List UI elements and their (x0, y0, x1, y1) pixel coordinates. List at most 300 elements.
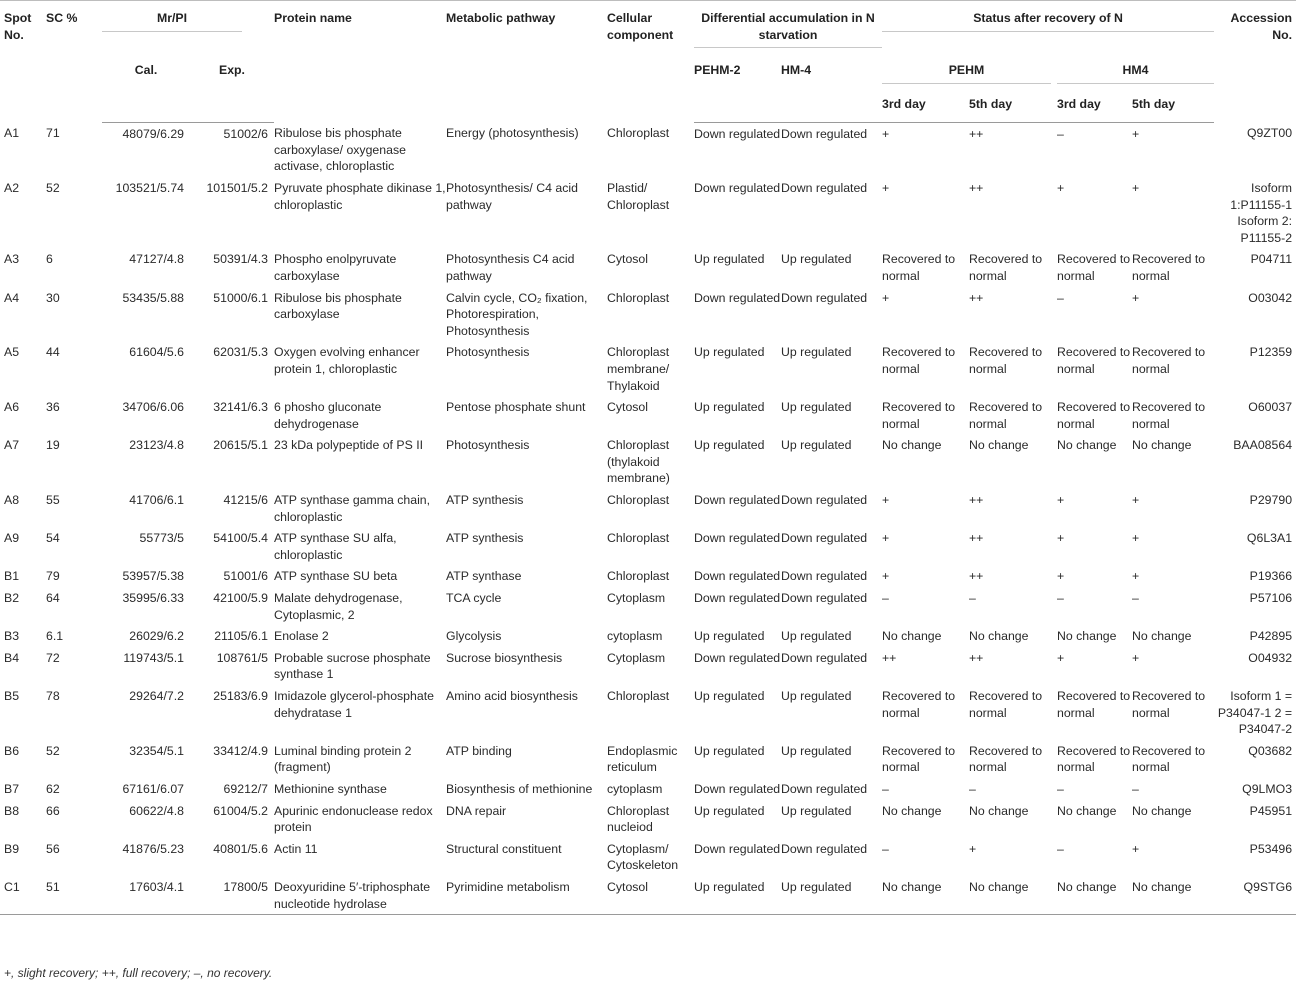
protein-name-cell: Pyruvate phosphate dikinase 1, chloroplastic (274, 180, 446, 212)
mr-cal-cell: 67161/6.07 (122, 781, 184, 796)
mr-cal-cell: 41706/6.1 (129, 493, 184, 508)
pehm-3rd-cell: – (882, 781, 889, 796)
pehm-3rd-cell: + (882, 493, 890, 508)
hm4-cell: Down regulated (781, 493, 868, 508)
spot-cell: B6 (4, 743, 20, 758)
pehm-3rd-cell: + (882, 290, 890, 305)
mr-cal-cell: 48079/6.29 (122, 126, 184, 141)
pehm2-cell: Down regulated (694, 569, 781, 584)
table-row (0, 248, 1296, 286)
protein-name-cell: Apurinic endonuclease redox protein (274, 803, 433, 835)
component-cell: Cytosol (607, 400, 649, 415)
table-row (0, 685, 1296, 740)
protein-name-cell: Phospho enolpyruvate carboxylase (274, 252, 397, 283)
sc-cell: 79 (46, 569, 60, 584)
protein-name-cell: Actin 11 (274, 841, 318, 856)
table-body (0, 122, 1296, 914)
pehm-5th-cell: No change (969, 438, 1029, 453)
pehm-3rd-cell: – (882, 591, 889, 606)
accession-cell: Q6L3A1 (1246, 531, 1293, 546)
mr-cal-cell: 17603/4.1 (102, 876, 190, 915)
pehm2-cell: Down regulated (694, 290, 781, 305)
hm4-cell: Up regulated (781, 400, 852, 415)
spot-cell: A2 (4, 180, 20, 195)
spot-cell: A4 (4, 290, 20, 305)
hm4-5th-cell: Recovered to normal (1132, 743, 1206, 775)
mr-exp-cell: 32141/6.3 (213, 400, 268, 415)
table-row (0, 876, 1296, 915)
protein-name-cell: 6 phosho gluconate dehydrogenase (274, 400, 382, 431)
pehm-3rd-cell: + (882, 569, 890, 584)
pathway-cell: Energy (photosynthesis) (446, 126, 579, 141)
pathway-cell: DNA repair (446, 803, 507, 818)
pehm2-cell: Up regulated (694, 629, 765, 644)
table-row (0, 565, 1296, 587)
component-cell: Cytosol (607, 252, 649, 267)
sc-cell: 51 (46, 876, 102, 915)
pehm-5th-cell: Recovered to normal (969, 252, 1043, 283)
header-hm4: HM-4 (781, 63, 812, 78)
sc-cell: 55 (46, 493, 60, 508)
pehm-3rd-cell: – (882, 841, 889, 856)
mr-cal-cell: 26029/6.2 (129, 629, 184, 644)
header-cal: Cal. (134, 63, 158, 78)
accession-cell: O04932 (1248, 650, 1293, 665)
mr-exp-cell: 20615/5.1 (213, 438, 268, 453)
pathway-cell: TCA cycle (446, 591, 502, 606)
hm4-3rd-cell: – (1057, 126, 1064, 141)
header-status (882, 1, 1214, 49)
pehm2-cell: Down regulated (694, 531, 781, 546)
accession-cell: Isoform 1 = P34047-1 2 = P34047-2 (1217, 689, 1293, 737)
pehm-3rd-cell: Recovered to normal (882, 689, 956, 720)
protein-name-cell: 23 kDa polypeptide of PS II (274, 438, 424, 453)
mr-exp-cell: 25183/6.9 (213, 689, 268, 703)
pehm-5th-cell: ++ (969, 493, 984, 508)
spot-cell: A8 (4, 493, 20, 508)
pehm-5th-cell: ++ (969, 290, 984, 305)
hm4-cell: Down regulated (781, 591, 868, 606)
spot-cell: A6 (4, 400, 20, 415)
pehm-5th-cell: Recovered to normal (969, 689, 1043, 720)
pathway-cell: ATP binding (446, 743, 512, 758)
hm4-cell: Down regulated (781, 180, 868, 195)
pathway-cell: Photosynthesis/ C4 acid pathway (446, 180, 578, 212)
pehm2-cell: Down regulated (694, 841, 781, 856)
hm4-cell: Up regulated (781, 252, 852, 267)
header-status-label: Status after recovery of N (882, 10, 1214, 32)
table-row (0, 177, 1296, 248)
spot-cell: A5 (4, 345, 20, 360)
hm4-3rd-cell: – (1057, 290, 1064, 305)
mr-exp-cell: 42100/5.9 (213, 591, 268, 606)
table-row (0, 587, 1296, 625)
protein-name-cell: Luminal binding protein 2 (fragment) (274, 743, 412, 775)
hm4-5th-cell: + (1132, 569, 1140, 584)
pehm-3rd-cell: + (882, 180, 890, 195)
spot-cell: C1 (0, 876, 46, 915)
hm4-cell: Up regulated (781, 345, 852, 360)
pehm-5th-cell: Recovered to normal (969, 743, 1043, 775)
hm4-3rd-cell: + (1057, 531, 1065, 546)
accession-cell: O60037 (1248, 400, 1293, 415)
pehm-5th-cell: ++ (969, 650, 984, 665)
sc-cell: 62 (46, 781, 60, 796)
pehm2-cell: Down regulated (694, 650, 781, 665)
table-row (0, 396, 1296, 434)
sc-cell: 66 (46, 803, 60, 818)
spot-cell: A7 (4, 438, 20, 453)
pathway-cell: Sucrose biosynthesis (446, 650, 563, 665)
protein-name-cell: Methionine synthase (274, 781, 387, 796)
accession-cell: Isoform 1:P11155-1 Isoform 2: P11155-2 (1230, 180, 1293, 245)
accession-cell: P42895 (1249, 629, 1293, 644)
hm4-5th-cell: + (1132, 126, 1140, 141)
mr-cal-cell: 103521/5.74 (115, 180, 184, 195)
pehm-5th-cell: Recovered to normal (969, 345, 1043, 376)
mr-exp-cell: 54100/5.4 (213, 531, 268, 546)
hm4-3rd-cell: Recovered to normal (1057, 743, 1131, 775)
accession-cell: O03042 (1248, 290, 1293, 305)
pehm2-cell: Up regulated (694, 803, 765, 818)
mr-cal-cell: 41876/5.23 (122, 841, 184, 856)
pehm-3rd-cell: No change (882, 803, 942, 818)
hm4-3rd-cell: + (1057, 493, 1065, 508)
hm4-cell: Down regulated (781, 290, 868, 305)
mr-cal-cell: 29264/7.2 (129, 689, 184, 703)
hm4-3rd-cell: + (1057, 650, 1065, 665)
hm4-5th-cell: – (1132, 591, 1139, 606)
accession-cell: Q9STG6 (1214, 876, 1296, 915)
sc-cell: 64 (46, 591, 60, 606)
header-hm4-5th: 5th day (1132, 90, 1214, 122)
table-row (0, 341, 1296, 396)
table-row (0, 647, 1296, 685)
mr-cal-cell: 35995/6.33 (122, 591, 184, 606)
protein-name-cell: Probable sucrose phosphate synthase 1 (274, 650, 431, 682)
accession-cell: Q9LMO3 (1242, 781, 1293, 796)
mr-exp-cell: 101501/5.2 (206, 180, 268, 195)
mr-exp-cell: 51002/6 (223, 126, 268, 141)
hm4-5th-cell: + (1132, 493, 1140, 508)
spot-cell: A1 (4, 126, 20, 141)
mr-cal-cell: 61604/5.6 (129, 345, 184, 360)
sc-cell: 78 (46, 689, 60, 703)
accession-cell: Q9ZT00 (1246, 126, 1293, 141)
pehm-5th-cell: Recovered to normal (969, 400, 1043, 431)
accession-cell: P53496 (1249, 841, 1293, 856)
hm4-3rd-cell: + (1057, 569, 1065, 584)
protein-name-cell: Deoxyuridine 5′-triphosphate nucleotide hydrolase (274, 876, 446, 915)
accession-cell: P29790 (1249, 493, 1293, 508)
mr-exp-cell: 108761/5 (216, 650, 268, 665)
protein-name-cell: Ribulose bis phosphate carboxylase (274, 290, 402, 322)
hm4-3rd-cell: No change (1057, 438, 1117, 453)
table-row (0, 527, 1296, 565)
hm4-5th-cell: + (1132, 290, 1140, 305)
sc-cell: 19 (46, 438, 60, 453)
component-cell: Chloroplast (607, 689, 670, 703)
hm4-3rd-cell: Recovered to normal (1057, 689, 1131, 720)
table-row (0, 434, 1296, 489)
spot-cell: B1 (4, 569, 20, 584)
mr-cal-cell: 53957/5.38 (122, 569, 184, 584)
component-cell: Chloroplast (607, 569, 670, 584)
component-cell: Plastid/ Chloroplast (607, 180, 670, 212)
spot-cell: A9 (4, 531, 20, 546)
header-pehm-5th: 5th day (969, 90, 1057, 122)
component-cell: Chloroplast (607, 290, 670, 305)
protein-name-cell: ATP synthase SU beta (274, 569, 398, 584)
pehm2-cell: Down regulated (694, 126, 781, 141)
mr-cal-cell: 32354/5.1 (129, 743, 184, 758)
mr-cal-cell: 119743/5.1 (123, 650, 184, 665)
hm4-cell: Down regulated (781, 126, 868, 141)
pehm-3rd-cell: + (882, 126, 890, 141)
pehm-5th-cell: No change (969, 629, 1029, 644)
component-cell: cytoplasm (607, 781, 663, 796)
sc-cell: 36 (46, 400, 60, 415)
hm4-3rd-cell: No change (1057, 876, 1132, 915)
table-row (0, 625, 1296, 647)
accession-cell: P45951 (1249, 803, 1293, 818)
pehm2-cell: Up regulated (694, 400, 765, 415)
header-pehm (882, 48, 1057, 90)
component-cell: Cytoplasm (607, 650, 666, 665)
pehm-3rd-cell: Recovered to normal (882, 252, 956, 283)
hm4-5th-cell: + (1132, 650, 1140, 665)
header-accession: Accession No. (1214, 1, 1296, 123)
hm4-5th-cell: + (1132, 841, 1140, 856)
hm4-cell: Up regulated (781, 743, 852, 758)
hm4-5th-cell: Recovered to normal (1132, 252, 1206, 283)
pehm-3rd-cell: No change (882, 876, 969, 915)
hm4-cell: Up regulated (781, 876, 882, 915)
pathway-cell: Photosynthesis (446, 438, 530, 453)
hm4-cell: Up regulated (781, 438, 852, 453)
header-sc: SC % (46, 1, 102, 123)
pehm-3rd-cell: No change (882, 629, 942, 644)
mr-exp-cell: 17800/5 (190, 876, 274, 915)
sc-cell: 52 (46, 180, 60, 195)
component-cell: Endoplasmic reticulum (607, 743, 678, 775)
mr-exp-cell: 40801/5.6 (213, 841, 268, 856)
pathway-cell: ATP synthase (446, 569, 522, 584)
pehm2-cell: Down regulated (694, 781, 781, 796)
pehm-3rd-cell: No change (882, 438, 942, 453)
pathway-cell: Amino acid biosynthesis (446, 689, 578, 703)
hm4-3rd-cell: No change (1057, 629, 1117, 644)
header-diff-label: Differential accumulation in N starvation (694, 10, 882, 48)
table-header (0, 1, 1296, 123)
pathway-cell: Biosynthesis of methionine (446, 781, 593, 796)
mr-exp-cell: 33412/4.9 (213, 743, 268, 758)
protein-name-cell: Ribulose bis phosphate carboxylase/ oxygenase activase, chloroplastic (274, 126, 406, 174)
header-diff (694, 1, 882, 49)
pathway-cell: Photosynthesis C4 acid pathway (446, 252, 575, 283)
pehm-5th-cell: + (969, 841, 977, 856)
hm4-cell: Down regulated (781, 650, 868, 665)
pehm-3rd-cell: Recovered to normal (882, 345, 956, 376)
pehm2-cell: Up regulated (694, 252, 765, 267)
pathway-cell: Photosynthesis (446, 345, 530, 360)
sc-cell: 72 (46, 650, 60, 665)
mr-exp-cell: 61004/5.2 (213, 803, 268, 818)
pehm-3rd-cell: Recovered to normal (882, 400, 956, 431)
hm4-3rd-cell: No change (1057, 803, 1117, 818)
hm4-5th-cell: No change (1132, 803, 1192, 818)
pehm2-cell: Down regulated (694, 591, 781, 606)
component-cell: Chloroplast (607, 126, 670, 141)
table-row (0, 838, 1296, 876)
pehm2-cell: Up regulated (694, 345, 765, 360)
component-cell: Cytoplasm/ Cytoskeleton (607, 841, 679, 873)
hm4-3rd-cell: – (1057, 591, 1064, 606)
pehm-5th-cell: No change (969, 803, 1029, 818)
spot-cell: B2 (4, 591, 20, 606)
mr-exp-cell: 50391/4.3 (213, 252, 268, 267)
accession-cell: P12359 (1249, 345, 1293, 360)
hm4-5th-cell: Recovered to normal (1132, 400, 1206, 431)
pathway-cell: ATP synthesis (446, 531, 524, 546)
mr-exp-cell: 62031/5.3 (213, 345, 268, 360)
spot-cell: B5 (4, 689, 20, 703)
accession-cell: P57106 (1249, 591, 1293, 606)
pehm-5th-cell: ++ (969, 180, 984, 195)
accession-cell: P19366 (1249, 569, 1293, 584)
header-mrpi (102, 1, 274, 49)
spot-cell: B4 (4, 650, 20, 665)
hm4-3rd-cell: Recovered to normal (1057, 345, 1131, 376)
component-cell: Chloroplast (607, 493, 670, 508)
protein-name-cell: ATP synthase SU alfa, chloroplastic (274, 531, 397, 562)
header-pehm-label: PEHM (882, 62, 1051, 84)
hm4-cell: Down regulated (781, 531, 868, 546)
pehm2-cell: Down regulated (694, 180, 781, 195)
hm4-cell: Up regulated (781, 689, 852, 703)
sc-cell: 52 (46, 743, 60, 758)
spot-cell: B9 (4, 841, 20, 856)
pehm2-cell: Down regulated (694, 493, 781, 508)
table-footnote: +, slight recovery; ++, full recovery; –, no recovery. (4, 966, 273, 980)
component-cell: Cytoplasm (607, 591, 666, 606)
pathway-cell: ATP synthesis (446, 493, 524, 508)
spot-cell: A3 (4, 252, 20, 267)
sc-cell: 30 (46, 290, 60, 305)
sc-cell: 56 (46, 841, 60, 856)
pehm2-cell: Up regulated (694, 876, 781, 915)
sc-cell: 6.1 (46, 629, 64, 644)
accession-cell: P04711 (1250, 252, 1293, 267)
header-exp: Exp. (219, 63, 245, 78)
pathway-cell: Glycolysis (446, 629, 502, 644)
mr-cal-cell: 23123/4.8 (129, 438, 184, 453)
mr-exp-cell: 69212/7 (223, 781, 268, 796)
pehm-5th-cell: ++ (969, 126, 984, 141)
table-row (0, 122, 1296, 177)
pehm-3rd-cell: + (882, 531, 890, 546)
hm4-3rd-cell: Recovered to normal (1057, 252, 1131, 283)
sc-cell: 6 (46, 252, 53, 267)
pathway-cell: Pentose phosphate shunt (446, 400, 586, 415)
sc-cell: 71 (46, 126, 60, 141)
pehm-3rd-cell: Recovered to normal (882, 743, 956, 775)
hm4-5th-cell: No change (1132, 876, 1214, 915)
hm4-5th-cell: Recovered to normal (1132, 689, 1206, 720)
pehm-5th-cell: – (969, 781, 976, 796)
table-row (0, 778, 1296, 800)
component-cell: Chloroplast membrane/ Thylakoid (607, 345, 670, 393)
spot-cell: B8 (4, 803, 20, 818)
mr-cal-cell: 55773/5 (139, 531, 184, 546)
protein-name-cell: Enolase 2 (274, 629, 329, 644)
sc-cell: 44 (46, 345, 60, 360)
pathway-cell: Pyrimidine metabolism (446, 876, 607, 915)
hm4-3rd-cell: Recovered to normal (1057, 400, 1131, 431)
hm4-3rd-cell: – (1057, 841, 1064, 856)
mr-cal-cell: 47127/4.8 (129, 252, 184, 267)
protein-name-cell: Malate dehydrogenase, Cytoplasmic, 2 (274, 591, 403, 622)
table-row (0, 800, 1296, 838)
component-cell: Cytosol (607, 876, 694, 915)
spot-cell: B7 (4, 781, 20, 796)
spot-cell: B3 (4, 629, 20, 644)
pehm-5th-cell: ++ (969, 569, 984, 584)
pehm2-cell: Up regulated (694, 743, 765, 758)
component-cell: cytoplasm (607, 629, 663, 644)
pehm2-cell: Up regulated (694, 689, 765, 703)
hm4-3rd-cell: + (1057, 180, 1065, 195)
protein-name-cell: ATP synthase gamma chain, chloroplastic (274, 493, 431, 524)
mr-exp-cell: 51000/6.1 (213, 290, 268, 305)
protein-name-cell: Imidazole glycerol-phosphate dehydratase 1 (274, 689, 434, 720)
hm4-5th-cell: Recovered to normal (1132, 345, 1206, 376)
table-row (0, 489, 1296, 527)
header-spot: Spot No. (0, 1, 46, 123)
mr-exp-cell: 41215/6 (223, 493, 268, 508)
header-hm4b (1057, 48, 1214, 90)
protein-name-cell: Oxygen evolving enhancer protein 1, chloroplastic (274, 345, 420, 376)
mr-exp-cell: 21105/6.1 (214, 629, 268, 644)
hm4-5th-cell: + (1132, 531, 1140, 546)
hm4-cell: Down regulated (781, 781, 868, 796)
mr-cal-cell: 60622/4.8 (129, 803, 184, 818)
hm4-cell: Up regulated (781, 803, 852, 818)
hm4-cell: Down regulated (781, 569, 868, 584)
mr-exp-cell: 51001/6 (223, 569, 268, 584)
pehm-5th-cell: – (969, 591, 976, 606)
hm4-cell: Up regulated (781, 629, 852, 644)
accession-cell: Q03682 (1248, 743, 1293, 758)
table-row (0, 287, 1296, 342)
hm4-5th-cell: No change (1132, 438, 1192, 453)
hm4-5th-cell: No change (1132, 629, 1192, 644)
component-cell: Chloroplast nucleiod (607, 803, 670, 835)
sc-cell: 54 (46, 531, 60, 546)
header-pehm-3rd: 3rd day (882, 90, 969, 122)
header-component: Cellular component (607, 1, 694, 123)
pehm-3rd-cell: ++ (882, 650, 897, 665)
header-pehm2: PEHM-2 (694, 63, 741, 78)
header-hm4b-label: HM4 (1057, 62, 1214, 84)
pathway-cell: Calvin cycle, CO₂ fixation, Photorespiration, Photosynthesis (446, 290, 588, 338)
pehm2-cell: Up regulated (694, 438, 765, 453)
header-protein: Protein name (274, 1, 446, 123)
header-mrpi-label: Mr/PI (102, 10, 242, 32)
pehm-5th-cell: No change (969, 876, 1057, 915)
mr-cal-cell: 34706/6.06 (122, 400, 184, 415)
hm4-5th-cell: + (1132, 180, 1140, 195)
